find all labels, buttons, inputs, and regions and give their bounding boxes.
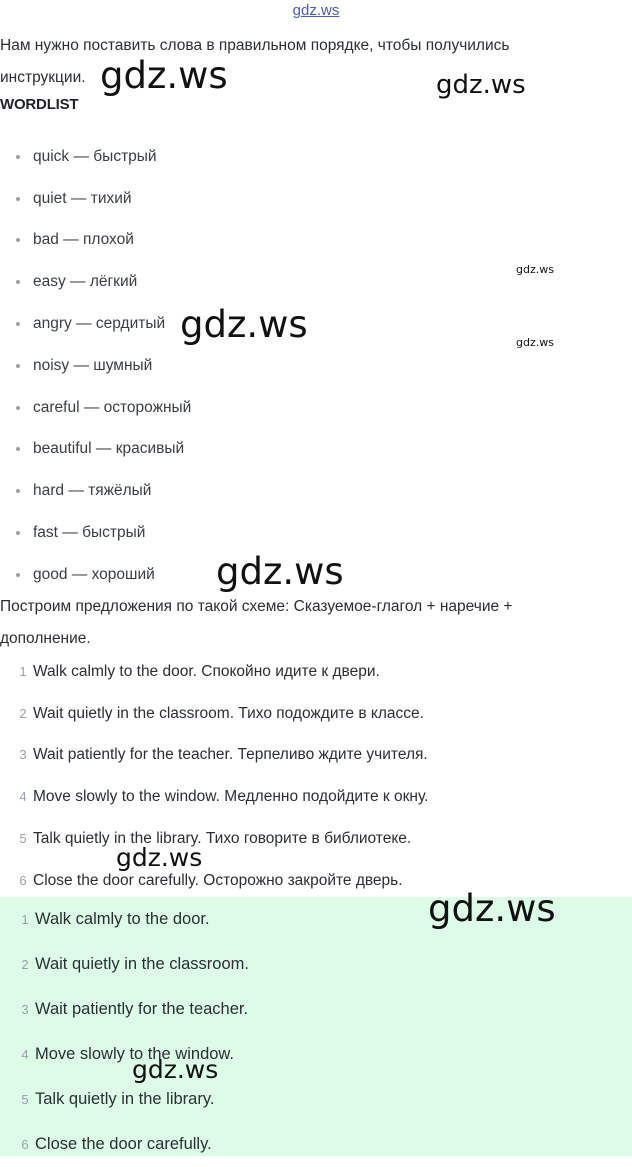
list-item: quiet — тихий (0, 178, 191, 220)
bullet-icon (16, 573, 20, 577)
list-item (0, 1077, 632, 1122)
list-item (0, 818, 428, 860)
watermark: gdz.ws (132, 1055, 219, 1084)
sentence-text: Wait patiently for the teacher. Терпеливо ждите учителя. (33, 746, 428, 764)
wordlist (0, 136, 191, 596)
list-item (0, 1032, 632, 1077)
item-number: 1 (19, 663, 27, 679)
bullet-icon (16, 447, 20, 451)
list-item: beautiful — красивый (0, 429, 191, 471)
item-number: 3 (19, 747, 27, 763)
answer-text: Move slowly to the window. (35, 1045, 235, 1063)
watermark: gdz.ws (516, 263, 554, 276)
list-item: easy — лёгкий (0, 261, 191, 303)
list-item (0, 942, 632, 987)
answer-text: Walk calmly to the door. (35, 910, 210, 928)
item-number: 5 (19, 831, 27, 847)
item-number: 5 (21, 1092, 29, 1107)
watermark: gdz.ws (428, 887, 556, 930)
watermark: gdz.ws (116, 843, 203, 872)
item-number: 3 (21, 1002, 29, 1017)
watermark: gdz.ws (180, 303, 308, 346)
item-number: 2 (21, 957, 29, 972)
answer-text: Wait patiently for the teacher. (35, 1000, 249, 1018)
item-number: 1 (21, 912, 29, 927)
site-link[interactable]: gdz.ws (292, 2, 340, 19)
sentence-text: Walk calmly to the door. Спокойно идите к двери. (33, 662, 380, 680)
item-number: 2 (19, 705, 27, 721)
list-item: hard — тяжёлый (0, 470, 191, 512)
list-item: quick — быстрый (0, 136, 191, 178)
bullet-icon (16, 322, 20, 326)
list-item (0, 735, 428, 777)
item-number: 6 (21, 1137, 29, 1152)
answer-list (0, 897, 632, 1167)
list-item (0, 1122, 632, 1167)
watermark: gdz.ws (216, 550, 344, 593)
sentence-text: Talk quietly in the library. Тихо говорите в библиотеке. (33, 830, 412, 848)
list-item (0, 987, 632, 1032)
intro-text: Нам нужно поставить слова в правильном порядке, чтобы получились инструкции. (0, 37, 510, 86)
scheme-text: Построим предложения по такой схеме: Сказуемое-глагол + наречие + дополнение. (0, 598, 513, 647)
bullet-icon (16, 197, 20, 201)
bullet-icon (16, 406, 20, 410)
list-item: good — хороший (0, 554, 191, 596)
sentence-text: Move slowly to the window. Медленно подойдите к окну. (33, 788, 429, 806)
item-number: 6 (19, 872, 27, 888)
sentence-text: Close the door carefully. Осторожно закройте дверь. (33, 871, 403, 889)
wordlist-title: WORDLIST (0, 96, 79, 113)
list-item (0, 651, 428, 693)
list-item (0, 776, 428, 818)
bullet-icon (16, 238, 20, 242)
sentence-list (0, 651, 428, 902)
list-item: angry — сердитый (0, 303, 191, 345)
bullet-icon (16, 531, 20, 535)
list-item: careful — осторожный (0, 387, 191, 429)
bullet-icon (16, 155, 20, 159)
bullet-icon (16, 364, 20, 368)
answer-text: Close the door carefully. (35, 1135, 212, 1153)
answer-text: Talk quietly in the library. (35, 1090, 215, 1108)
sentence-text: Wait quietly in the classroom. Тихо подождите в классе. (33, 704, 424, 722)
answer-text: Wait quietly in the classroom. (35, 955, 249, 973)
list-item: noisy — шумный (0, 345, 191, 387)
item-number: 4 (21, 1047, 29, 1062)
list-item: bad — плохой (0, 220, 191, 262)
item-number: 4 (19, 789, 27, 805)
watermark: gdz.ws (436, 70, 526, 100)
watermark: gdz.ws (100, 54, 228, 97)
bullet-icon (16, 280, 20, 284)
bullet-icon (16, 489, 20, 493)
answer-box (0, 897, 632, 1156)
list-item (0, 693, 428, 735)
list-item: fast — быстрый (0, 512, 191, 554)
watermark: gdz.ws (516, 336, 554, 349)
list-item (0, 860, 428, 902)
